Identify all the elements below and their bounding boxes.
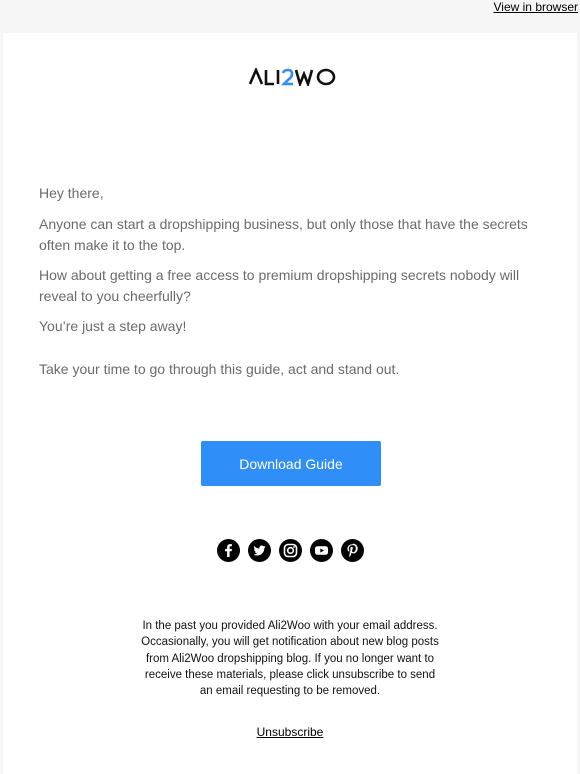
message-body: [39, 183, 529, 380]
twitter-icon[interactable]: [248, 539, 271, 562]
paragraph-4: Take your time to go through this guide, act and stand out.: [39, 361, 400, 377]
greeting-text: Hey there,: [39, 185, 104, 201]
top-bar: [0, 0, 580, 33]
paragraph-1: Anyone can start a dropshipping business, but only those that have the secrets often make it to the top.: [39, 216, 528, 253]
facebook-icon[interactable]: [217, 539, 240, 562]
paragraph-2: How about getting a free access to premium dropshipping secrets nobody will reveal to you cheerfully?: [39, 267, 520, 304]
unsubscribe-link[interactable]: Unsubscribe: [256, 725, 324, 739]
instagram-icon[interactable]: [279, 539, 302, 562]
youtube-icon[interactable]: [310, 539, 333, 562]
pinterest-icon[interactable]: [341, 539, 364, 562]
email-card: [3, 33, 577, 774]
social-links: [217, 539, 364, 562]
paragraph-3: You’re just a step away!: [39, 318, 187, 334]
view-in-browser-link[interactable]: View in browser: [493, 0, 578, 14]
footer-disclaimer: In the past you provided Ali2Woo with your email address. Occasionally, you will get notification about new blog posts from Ali2Woo dropshipping blog. If you no longer want to receive these materials, please click unsubscribe to send an email requesting to be removed.: [141, 620, 439, 698]
ali2woo-logo: [248, 68, 338, 86]
download-guide-button[interactable]: Download Guide: [201, 441, 381, 486]
